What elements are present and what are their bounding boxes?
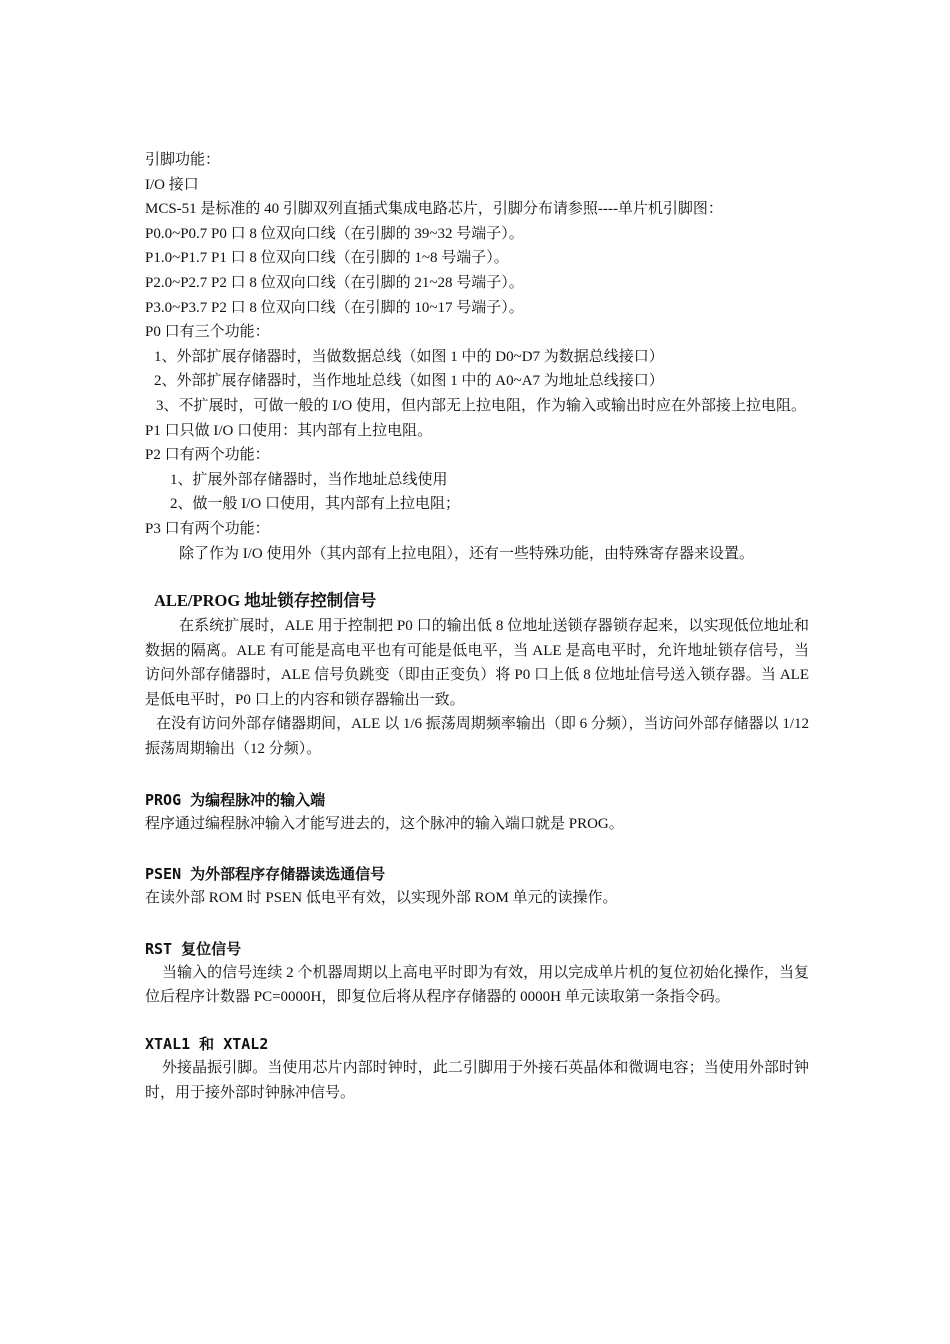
prog-heading: PROG 为编程脉冲的输入端 — [145, 790, 326, 809]
rst-text: 当输入的信号连续 2 个机器周期以上高电平时即为有效，用以完成单片机的复位初始化操作，当复位后程序计数器 PC=0000H，即复位后将从程序存储器的 0000H 单元读取第一条指令码。 — [145, 964, 809, 1006]
io-heading: I/O 接口 — [145, 176, 199, 193]
p1-usage: P1 口只做 I/O 口使用：其内部有上拉电阻。 — [145, 422, 433, 439]
ale-paragraph-2: 在没有访问外部存储器期间，ALE 以 1/6 振荡周期频率输出（即 6 分频），当访问外部存储器以 1/12 振荡周期输出（12 分频）。 — [145, 716, 809, 758]
p3-functions-title: P3 口有两个功能： — [145, 520, 270, 537]
p0-pins: P0.0~P0.7 P0 口 8 位双向口线（在引脚的 39~32 号端子）。 — [145, 225, 524, 242]
psen-text: 在读外部 ROM 时 PSEN 低电平有效，以实现外部 ROM 单元的读操作。 — [145, 890, 618, 907]
rst-heading: RST 复位信号 — [145, 939, 242, 958]
prog-text: 程序通过编程脉冲输入才能写进去的，这个脉冲的输入端口就是 PROG。 — [145, 815, 624, 832]
p0-functions-title: P0 口有三个功能： — [145, 324, 270, 341]
xtal-text: 外接晶振引脚。当使用芯片内部时钟时，此二引脚用于外接石英晶体和微调电容；当使用外部时钟时，用于接外部时钟脉冲信号。 — [145, 1060, 809, 1101]
p2-pins: P2.0~P2.7 P2 口 8 位双向口线（在引脚的 21~28 号端子）。 — [145, 274, 524, 291]
p0-function-2: 2、外部扩展存储器时，当作地址总线（如图 1 中的 A0~A7 为地址总线接口） — [154, 373, 664, 390]
p0-function-1: 1、外部扩展存储器时，当做数据总线（如图 1 中的 D0~D7 为数据总线接口） — [154, 348, 664, 365]
p2-functions-title: P2 口有两个功能： — [145, 447, 270, 464]
p3-description: 除了作为 I/O 使用外（其内部有上拉电阻），还有一些特殊功能，由特殊寄存器来设置。 — [179, 545, 754, 562]
mcs51-description: MCS-51 是标准的 40 引脚双列直插式集成电路芯片，引脚分布请参照----单片机引脚图： — [145, 201, 723, 218]
p1-pins: P1.0~P1.7 P1 口 8 位双向口线（在引脚的 1~8 号端子）。 — [145, 250, 509, 267]
ale-heading: ALE/PROG 地址锁存控制信号 — [154, 591, 377, 611]
p2-function-2: 2、做一般 I/O 口使用，其内部有上拉电阻； — [170, 496, 460, 513]
psen-heading: PSEN 为外部程序存储器读选通信号 — [145, 865, 386, 884]
ale-paragraph-1: 在系统扩展时，ALE 用于控制把 P0 口的输出低 8 位地址送锁存器锁存起来，以实现低位地址和数据的隔离。ALE 有可能是高电平也有可能是低电平，当 ALE 是高电平时，允许地址锁存信号，当访问外部存储器时，ALE 信号负跳变（即由正变负）将 P0 口上低 8 位地址信号送入锁存器。当 ALE 是低电平时，P0 口上的内容和锁存器输出一致。 — [145, 618, 809, 708]
p2-function-1: 1、扩展外部存储器时，当作地址总线使用 — [170, 471, 448, 488]
p0-function-3: 3、不扩展时，可做一般的 I/O 使用，但内部无上拉电阻，作为输入或输出时应在外部接上拉电阻。 — [156, 397, 806, 414]
p3-pins: P3.0~P3.7 P2 口 8 位双向口线（在引脚的 10~17 号端子）。 — [145, 299, 524, 316]
xtal-heading: XTAL1 和 XTAL2 — [145, 1035, 269, 1054]
pin-function-title: 引脚功能： — [145, 152, 221, 168]
document-page — [145, 148, 809, 1105]
